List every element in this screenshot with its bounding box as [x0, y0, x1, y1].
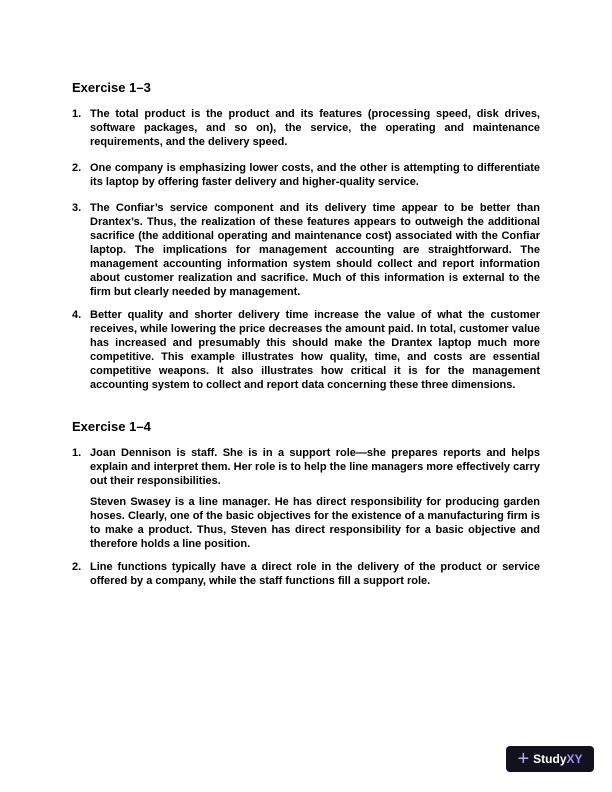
- section-title: Exercise 1–3: [72, 80, 151, 95]
- list-item: 2. One company is emphasizing lower costs, and the other is attempting to differentiate its laptop by offering faster delivery and higher-quality service.: [72, 162, 540, 188]
- section-title: Exercise 1–4: [72, 419, 151, 434]
- list-item: 1. Joan Dennison is staff. She is in a support role—she prepares reports and helps explain and interpret them. Her role is to help the line managers more effectively carry out their responsibilities. Steven Swasey is a line manager. He has direct responsibility for producing garden hoses. Clearly, one of the basic objectives for the existence of a manufacturing firm is to make a product. Thus, Steven has direct responsibility for a basic objective and therefore holds a line position.: [72, 447, 540, 550]
- list-item: 3. The Confiar’s service component and its delivery time appear to be better than Drantex’s. Thus, the realization of these features appears to outweigh the additional sacrifice (the additional operating and maintenance cost) associated with the Confiar laptop. The implications for management accounting are straightforward. The management accounting information system should collect and report information about customer realization and sacrifice. Much of this information is external to the firm but clearly needed by management.: [72, 202, 540, 298]
- answer-list: [72, 107, 540, 401]
- list-item: 4. Better quality and shorter delivery time increase the value of what the customer receives, while lowering the price decreases the amount paid. In total, customer value has increased and presumably this should make the Drantex laptop much more competitive. This example illustrates how quality, time, and costs are essential competitive weapons. It also illustrates how critical it is for the management accounting system to collect and report data concerning these three dimensions.: [72, 309, 540, 391]
- answer-list: [72, 446, 540, 597]
- list-item: 1. The total product is the product and its features (processing speed, disk drives, software packages, and so on), the service, the operating and maintenance requirements, and the delivery speed.: [72, 108, 540, 148]
- brand-name: StudyXY: [533, 752, 583, 766]
- studyxy-watermark[interactable]: [506, 746, 594, 772]
- list-item: 2. Line functions typically have a direct role in the delivery of the product or service offered by a company, while the staff functions fill a support role.: [72, 561, 540, 587]
- plus-icon: +: [517, 748, 530, 770]
